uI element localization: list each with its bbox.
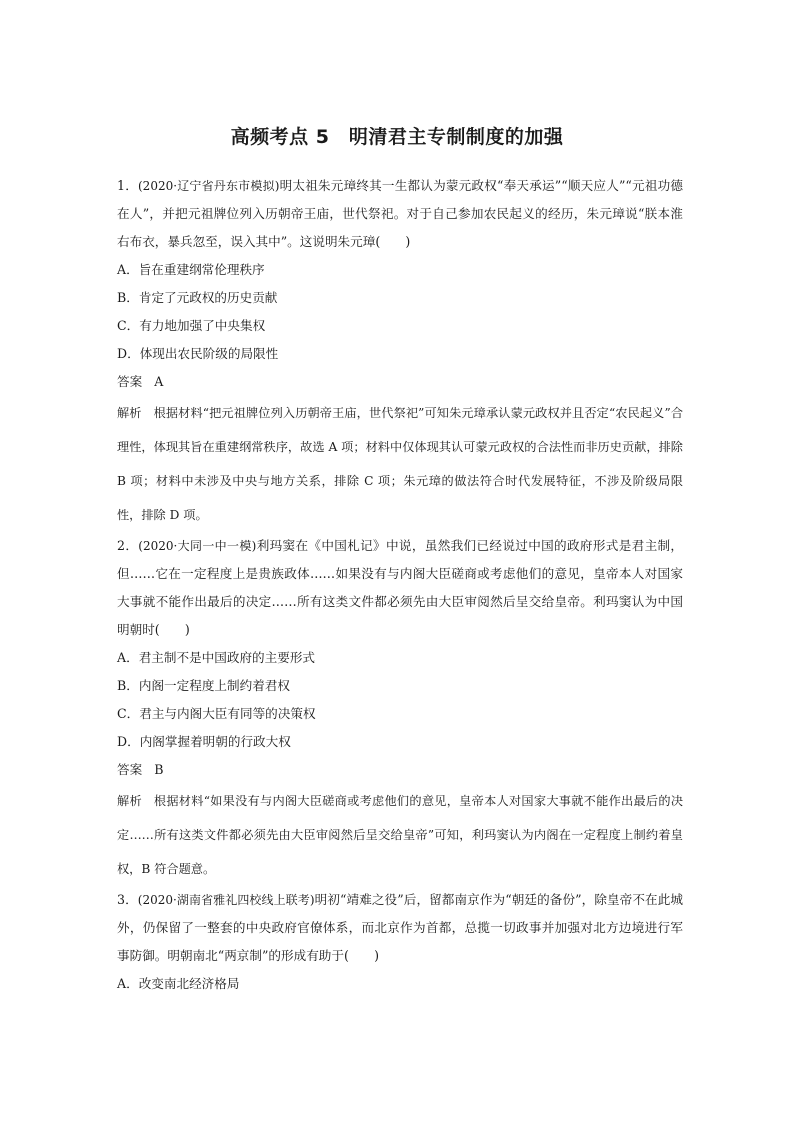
analysis-paragraph [117,396,683,532]
question-text: 明初“靖难之役”后，留都南京作为“朝廷的备份”，除皇帝不在此城外，仍保留了一整套的中央政府官僚体系，而北京作为首都，总揽一切政事并加强对北方边境进行军事防御。明朝南北“两京制”的形成有助于( ) [117,892,684,963]
analysis-label: 解析 [117,794,142,808]
answer-line [117,368,683,396]
option-a: A．改变南北经济格局 [117,976,240,991]
question-stem [117,886,683,970]
answer-value: A [154,374,164,389]
answer-label: 答案 [117,762,143,777]
option-a: A．君主制不是中国政府的主要形式 [117,650,316,665]
question-list [117,172,683,998]
analysis-text: 根据材料“把元祖牌位列入历朝帝王庙，世代祭祀”可知朱元璋承认蒙元政权并且否定“农民起义”合理性，体现其旨在重建纲常秩序，故选 A 项；材料中仅体现其认可蒙元政权的合法性而非历史贡献，排除 B 项；材料中未涉及中央与地方关系，排除 C 项；朱元璋的做法符合时代发展特征，不涉及阶级局限性，排除 D 项。 [117,406,684,522]
answer-line [117,756,683,784]
question-number: 3． [117,892,138,907]
option-c: C．君主与内阁大臣有同等的决策权 [117,706,316,721]
question-1 [117,172,683,532]
option-b: B．肯定了元政权的历史贡献 [117,290,278,305]
option-a: A．旨在重建纲常伦理秩序 [117,262,265,277]
question-stem [117,172,683,256]
page-title: 高频考点 5 明清君主专制制度的加强 [230,126,564,148]
analysis-label: 解析 [117,406,142,420]
option-c: C．有力地加强了中央集权 [117,318,266,333]
analysis-paragraph [117,784,683,886]
analysis-text: 根据材料“如果没有与内阁大臣磋商或考虑他们的意见，皇帝本人对国家大事就不能作出最后的决定……所有这类文件都必须先由大臣审阅然后呈交给皇帝”可知，利玛窦认为内阁在一定程度上制约着皇权，B 符合题意。 [117,794,684,876]
question-2 [117,532,683,886]
option-b: B．内阁一定程度上制约着君权 [117,678,290,693]
question-text: 明太祖朱元璋终其一生都认为蒙元政权“奉天承运”“顺天应人”“元祖功德在人”，并把元祖牌位列入历朝帝王庙，世代祭祀。对于自己参加农民起义的经历，朱元璋说“朕本淮右布衣，暴兵忽至，误入其中”。这说明朱元璋( ) [117,178,684,249]
answer-label: 答案 [117,374,143,389]
question-source: (2020·大同一中一模) [138,539,257,553]
option-d: D．内阁掌握着明朝的行政大权 [117,734,291,749]
question-3 [117,886,683,998]
option-d: D．体现出农民阶级的局限性 [117,346,279,361]
question-stem [117,532,683,644]
question-number: 2． [117,538,139,553]
question-source: (2020·辽宁省丹东市模拟) [138,179,280,193]
question-text: 利玛窦在《中国札记》中说，虽然我们已经说过中国的政府形式是君主制，但……它在一定程度上是贵族政体……如果没有与内阁大臣磋商或考虑他们的意见，皇帝本人对国家大事就不能作出最后的决定……所有这类文件都必须先由大臣审阅然后呈交给皇帝。利玛窦认为中国明朝时( ) [117,538,684,637]
answer-value: B [154,762,164,777]
question-number: 1． [117,178,138,193]
question-source: (2020·湖南省雅礼四校线上联考) [137,893,315,907]
